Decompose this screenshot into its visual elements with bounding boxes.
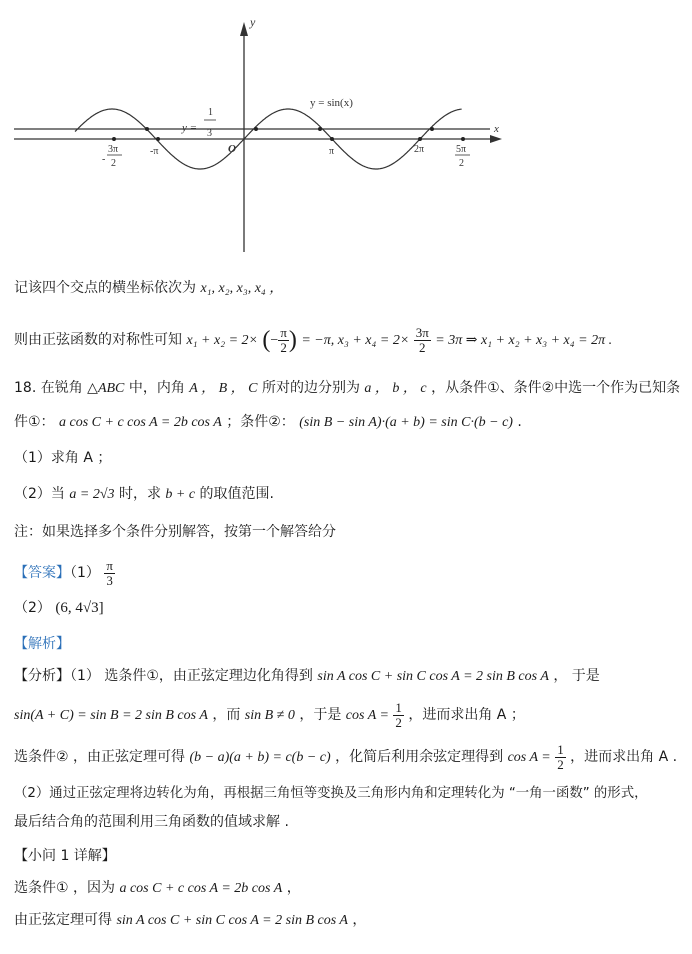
hline-label-num: 1 <box>208 107 213 118</box>
tick-neg3pi2-den: 2 <box>111 158 116 169</box>
x-axis-label: x <box>494 123 499 135</box>
origin-label: O <box>228 143 236 155</box>
y-axis-label: y <box>250 15 256 29</box>
cos-a-frac-1: $\frac{1}{2}$ <box>395 699 402 730</box>
answer-1-frac: $\frac{\pi}{3}$ <box>106 557 113 588</box>
analysis-tag: 【解析】 <box>14 636 70 652</box>
tick-dot-pi <box>330 137 334 141</box>
tick-dot-5pi2 <box>461 137 465 141</box>
intersection-x3 <box>318 127 322 131</box>
text-line-2: 则由正弦函数的对称性可知 x₁ + x₂ = 2× (− $\frac{\pi}{2}$ ) = −π, x₃ + x₄ = 2× $\frac{3\pi}{2}$ = 3π ⇒ x₁ + x₂ + x₃ + x₄ = 2π . <box>14 324 613 355</box>
hline-label-prefix: y = <box>182 122 198 134</box>
x-axis-arrow <box>490 135 502 143</box>
tick-2pi: 2π <box>414 144 425 155</box>
text-line-1: 记该四个交点的横坐标依次为 x₁, x₂, x₃, x₄ ， <box>14 280 284 296</box>
conditions-line: 件①： a cos C + c cos A = 2b cos A ；条件②： (sin B − sin A)·(a + b) = sin C·(b − c) . <box>14 414 522 430</box>
tick-dot-2pi <box>418 137 422 141</box>
frac-3pi-2: $\frac{3\pi}{2}$ <box>415 324 429 355</box>
analysis-line-1: 【分析】（1） 选条件①，由正弦定理边化角得到 sin A cos C + sin C cos A = 2 sin B cos A ， 于是 <box>14 668 600 684</box>
answer-2: （2） (6, 4√3] <box>14 600 104 616</box>
sine-graph <box>0 0 692 260</box>
tick-dot-negpi <box>156 137 160 141</box>
analysis-line-5: 最后结合角的范围利用三角函数的值域求解 . <box>14 814 289 830</box>
note: 注：如果选择多个条件分别解答，按第一个解答给分 <box>14 524 336 540</box>
tick-neg3pi2-num: 3π <box>108 144 119 155</box>
curve-label: y = sin(x) <box>310 97 353 109</box>
tick-5pi2-num: 5π <box>456 144 467 155</box>
cos-a-frac-2: $\frac{1}{2}$ <box>557 741 564 772</box>
y-axis-arrow <box>240 22 248 36</box>
analysis-line-2: sin(A + C) = sin B = 2 sin B cos A ，而 sin B ≠ 0 ，于是 cos A = $\frac{1}{2}$ ，进而求出角 A ； <box>14 699 525 730</box>
intersection-x4 <box>430 127 434 131</box>
analysis-line-3: 选条件② ，由正弦定理可得 (b − a)(a + b) = c(b − c) ，化简后利用余弦定理得到 cos A = $\frac{1}{2}$ ，进而求出角 A . <box>14 741 678 772</box>
tick-dot-neg3pi2 <box>112 137 116 141</box>
intersection-x2 <box>254 127 258 131</box>
part-2: （2）当 a = 2√3 时，求 b + c 的取值范围. <box>14 486 274 502</box>
intersection-x1 <box>145 127 149 131</box>
tick-pi: π <box>329 146 335 157</box>
frac-pi-2: $\frac{\pi}{2}$ <box>280 324 287 355</box>
part-1: （1）求角 A ； <box>14 450 112 466</box>
subquestion-1-heading: 【小问 1 详解】 <box>14 848 116 864</box>
hline-label-den: 3 <box>207 128 212 139</box>
tick-5pi2-den: 2 <box>459 158 464 169</box>
tick-neg3pi2-sign: - <box>102 154 106 165</box>
question-18-line: 18. 在锐角 △ABC 中，内角 A ， B ， C 所对的边分别为 a ， b ， c ，从条件①、条件②中选一个作为已知条 <box>14 380 681 396</box>
tick-negpi: -π <box>150 146 159 157</box>
analysis-line-4: （2）通过正弦定理将边转化为角，再根据三角恒等变换及三角形内角和定理转化为 “一角一函数” 的形式， <box>14 786 648 801</box>
answer-tag: 【答案】 <box>14 565 70 581</box>
solution-line-1: 选条件① ，因为 a cos C + c cos A = 2b cos A ， <box>14 880 301 896</box>
answer-1: 【答案】（1） $\frac{\pi}{3}$ <box>14 557 113 588</box>
solution-line-2: 由正弦定理可得 sin A cos C + sin C cos A = 2 sin B cos A ， <box>14 912 367 928</box>
